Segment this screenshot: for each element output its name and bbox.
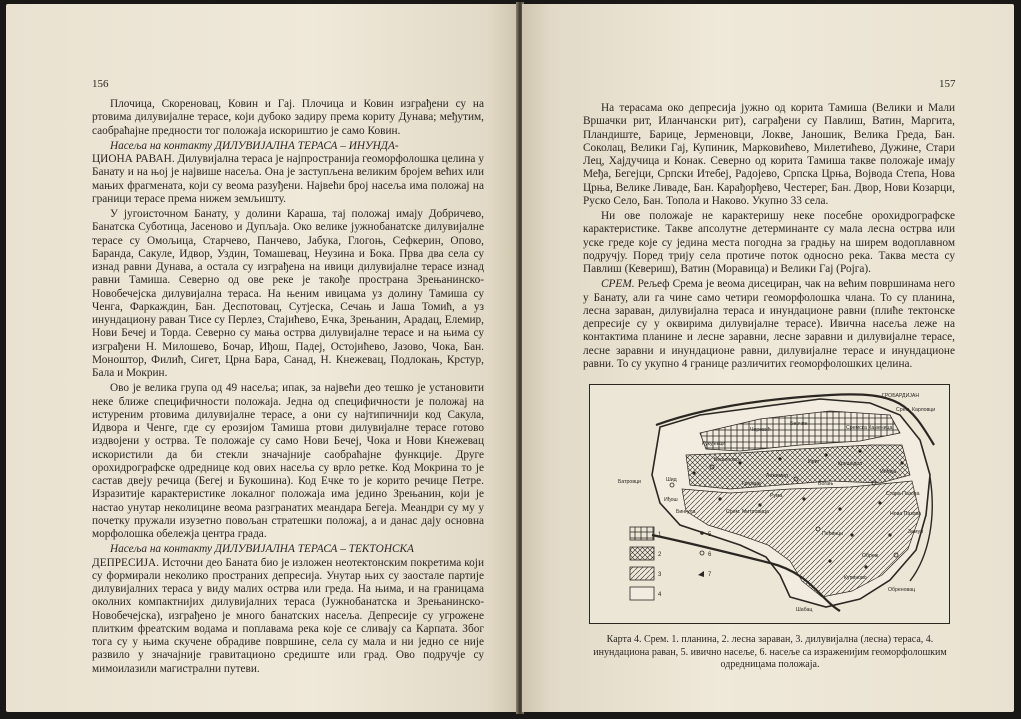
svg-text:5: 5 [708,532,712,538]
svg-text:4: 4 [658,592,662,598]
left-page-text [92,98,484,676]
svg-text:1: 1 [658,532,662,538]
svg-text:6: 6 [708,552,712,558]
svg-text:Ириг: Ириг [808,459,820,465]
svg-text:3: 3 [658,572,662,578]
svg-text:Стара Пазова: Стара Пазова [886,491,920,497]
svg-text:Инђија: Инђија [880,469,897,475]
svg-text:Земун: Земун [908,529,924,535]
svg-text:Рума: Рума [770,493,783,499]
svg-text:Обреж: Обреж [862,553,879,559]
paragraph: У југоисточном Банату, у долини Караша, тај положај имају Добричево, Банатска Суботица, Јасеново и Дупљаја. Око велике јужнобанатске дилувијалне терасе су Омољица, Старчево, Панчево, Јабука, Глогоњ, Сефкерин, Опово, Баранда, Сакуле, Идвор, Уздин, Томашевац, Неузина и Бока. Прва два села су изнад равни Дунава, а остала су изграђена на ивици дилувијалне терасе изнад равни Тамиша. Северно од ове реке је такође пространа Зрењанинско-Новобечејска дилувијална тераса. На њеним ивицама уз долину Тамиша су Ченга, Фаркаждин, Бан. Деспотовац, Сутјеска, Сечањ и Јаша Томић, а уз инундациону раван Тисе су Перлез, Стајићево, Ечка, Зрењанин, Арадац, Елемир, Нови Бечеј и Торда. Северно су мања острва дилувијалне терасе и на њима су изграђени Н. Милошево, Бочар, Иђош, Падеј, Остојићево, Јазово, Чока, Бан. Моноштор, Филић, Сигет, Црна Бара, Санад, Н. Кнежевац, Подлокањ, Крстур, Бала и Мокрин. [92,208,484,379]
svg-text:Кукујевци: Кукујевци [702,441,726,447]
svg-text:Беочин: Беочин [790,421,808,427]
svg-text:Черевић: Черевић [750,427,771,433]
svg-text:Шид: Шид [666,477,677,483]
svg-text:Лежимир: Лежимир [766,473,788,479]
svg-text:Вогањ: Вогањ [818,481,834,487]
paragraph: На терасама око депресија јужно од корита Тамиша (Велики и Мали Вршачки рит, Иланчански рит), саграђени су Павлиш, Ватин, Маргита, Пландиште, Барице, Јерменовци, Локве, Јаношик, Велика Греда, Бан. Соколац, Велики Гај, Купиник, Марковићево, Милетићево, Дужине, Стари Лец, Хајдучица и Конак. Северно од корита Тамиша такве положаје имају Међа, Бегејци, Српски Итебеј, Радојево, Српска Црња, Војвода Степа, Нова Црња, Велике Ливаде, Бан. Карађорђево, Честерег, Бан. Двор, Нови Козарци, Руско Село, Бан. Топола и Наково. Укупно 33 села. [583,102,955,207]
svg-text:Купиново: Купиново [844,575,867,581]
paragraph: Ово је велика група од 49 насеља; ипак, за највећи део тешко је установити неке ближе специфичности положаја. Једна од специфичности је положај на истуреним ртовима дилувијалне терасе, а они су најтипичнији код Сакула, Идвора и Ченге, где су ерозијом Тамиша ртови дилувијалне терасе готово издвојени у острва. Те положаје су само Нови Бечеј, Чока и Нови Кнежевац искористили да би стекли значајније саобраћајне функције. Друге орохидрографске одреднице код ових насеља су врло ретке. Код Мокрина то је састав двеју речица (Бегеј и Букошина). Код Ечке то је корито речице Петре. Изразитије карактеристике локалног положаја има једино Зрењанин, који је настао унутар неколицине веома разгранатих меандара Бегеја. Меандри су му у почетку пружали изузетно повољан стратешки положај, а и данас дају основна морфолошка обележја центра града. [92,382,484,540]
svg-text:Бингула: Бингула [676,509,696,515]
paragraph: Ни ове положаје не карактеришу неке посебне орохидрографске карактеристике. Такве апсолутне детерминанте су мала лесна острва или уске греде које су једина места погодна за градњу на ширем водоплавном подручју. Поред трију села протиче поток односно река. Таква места су Павлиш (Кевериш), Ватин (Моравица) и Велики Гај (Ројга). [583,210,955,275]
page-number: 157 [939,78,956,90]
map-figure [589,384,950,624]
paragraph: ЦИОНА РАВАН. Дилувијална тераса је најпространија геоморфолошка целина у Банату и на њој је највише насеља. Она је заступљена великим бројем већих или мањих фрагмената, који су веома разуђени. Највећи број насеља има положај на граници терасе према нижем земљишту. [92,153,484,205]
svg-text:Шабац: Шабац [796,607,813,613]
right-page-text [583,102,955,371]
map-caption: Карта 4. Срем. 1. планина, 2. лесна заравaн, 3. дилувијална (лесна) тераса, 4. инундациона раван, 5. ивично насеље, 6. насеље са израженијим геоморфолошким одредницама положаја. [593,634,947,670]
svg-text:Крушедол: Крушедол [838,461,863,467]
section-heading: Насеља на контакту ДИЛУВИЈАЛНА ТЕРАСА – ИНУНДА- [110,139,399,152]
svg-text:Батровци: Батровци [618,479,641,485]
srem-map [590,385,948,622]
right-page [522,4,1014,712]
svg-text:Сремска Каменица: Сремска Каменица [846,425,893,431]
paragraph: СРЕМ. Рељеф Срема је веома дисециран, чак на већим површинама него у Банату, али га чине само четири геоморфолошка члана. То су планина, лесна заравaн, дилувијална тераса и инундационе равни (плиће тектонске депресије су у оквирима дилувијалне терасе). Ивична насеља леже на контактима планине и лесне заравни, лесне заравни и дилувијалне терасе, лесне заравни и инундационе равни, дилувијалне терасе и инундационе равни. То су укупно 4 границе различитих геоморфолошких целина. [583,278,955,370]
section-heading: СРЕМ. [601,278,635,291]
svg-text:Грговци: Грговци [742,481,761,487]
map-legend [630,527,712,600]
svg-text:Срем. Карловци: Срем. Карловци [896,407,936,413]
left-page [6,4,518,712]
svg-text:ГРОБАРДИЈАН: ГРОБАРДИЈАН [882,393,920,399]
svg-text:Иђош: Иђош [664,497,678,503]
section-heading: Насеља на контакту ДИЛУВИЈАЛНА ТЕРАСА – ТЕКТОНСКА [110,543,414,556]
paragraph: Плочица, Скореновац, Ковин и Гај. Плочица и Ковин изграђени су на ртовима дилувијалне терасе, који дубоко задиру према кориту Дунава; међутим, саобраћајне предности тог положаја искориштио је само Ковин. [92,98,484,137]
svg-text:2: 2 [658,552,662,558]
svg-text:Пећинци: Пећинци [822,531,844,537]
svg-text:Срем. Митровица: Срем. Митровица [726,509,769,515]
svg-text:Нова Пазова: Нова Пазова [890,511,921,517]
page-number: 156 [92,78,109,90]
svg-text:Обреновац: Обреновац [888,587,916,593]
paragraph: ДЕПРЕСИЈА. Источни део Баната био је изложен неотектонским покретима који су формирали неколико пространих депресија. Унутар њих су заостале партије дилувијалних тераса у виду малих острва или греда. На њима, и на границама околних компактнијих дилувијалних тераса (Јужнобанатска и Зрењанинско-Новобечејска), изграђено је много банатских насеља. Депресије су угрожене плитким фреатским водама и поплавама река које се сливају са Карпата. Због тога су у њима скучене обрадиве површине, села су мала и ни једно се није развило у значајније гравитационо средиште или град. Ово подручје су мимоилазили магистрални путеви. [92,556,484,675]
svg-text:7: 7 [708,572,712,578]
svg-text:Бешеновo: Бешеновo [714,457,739,463]
